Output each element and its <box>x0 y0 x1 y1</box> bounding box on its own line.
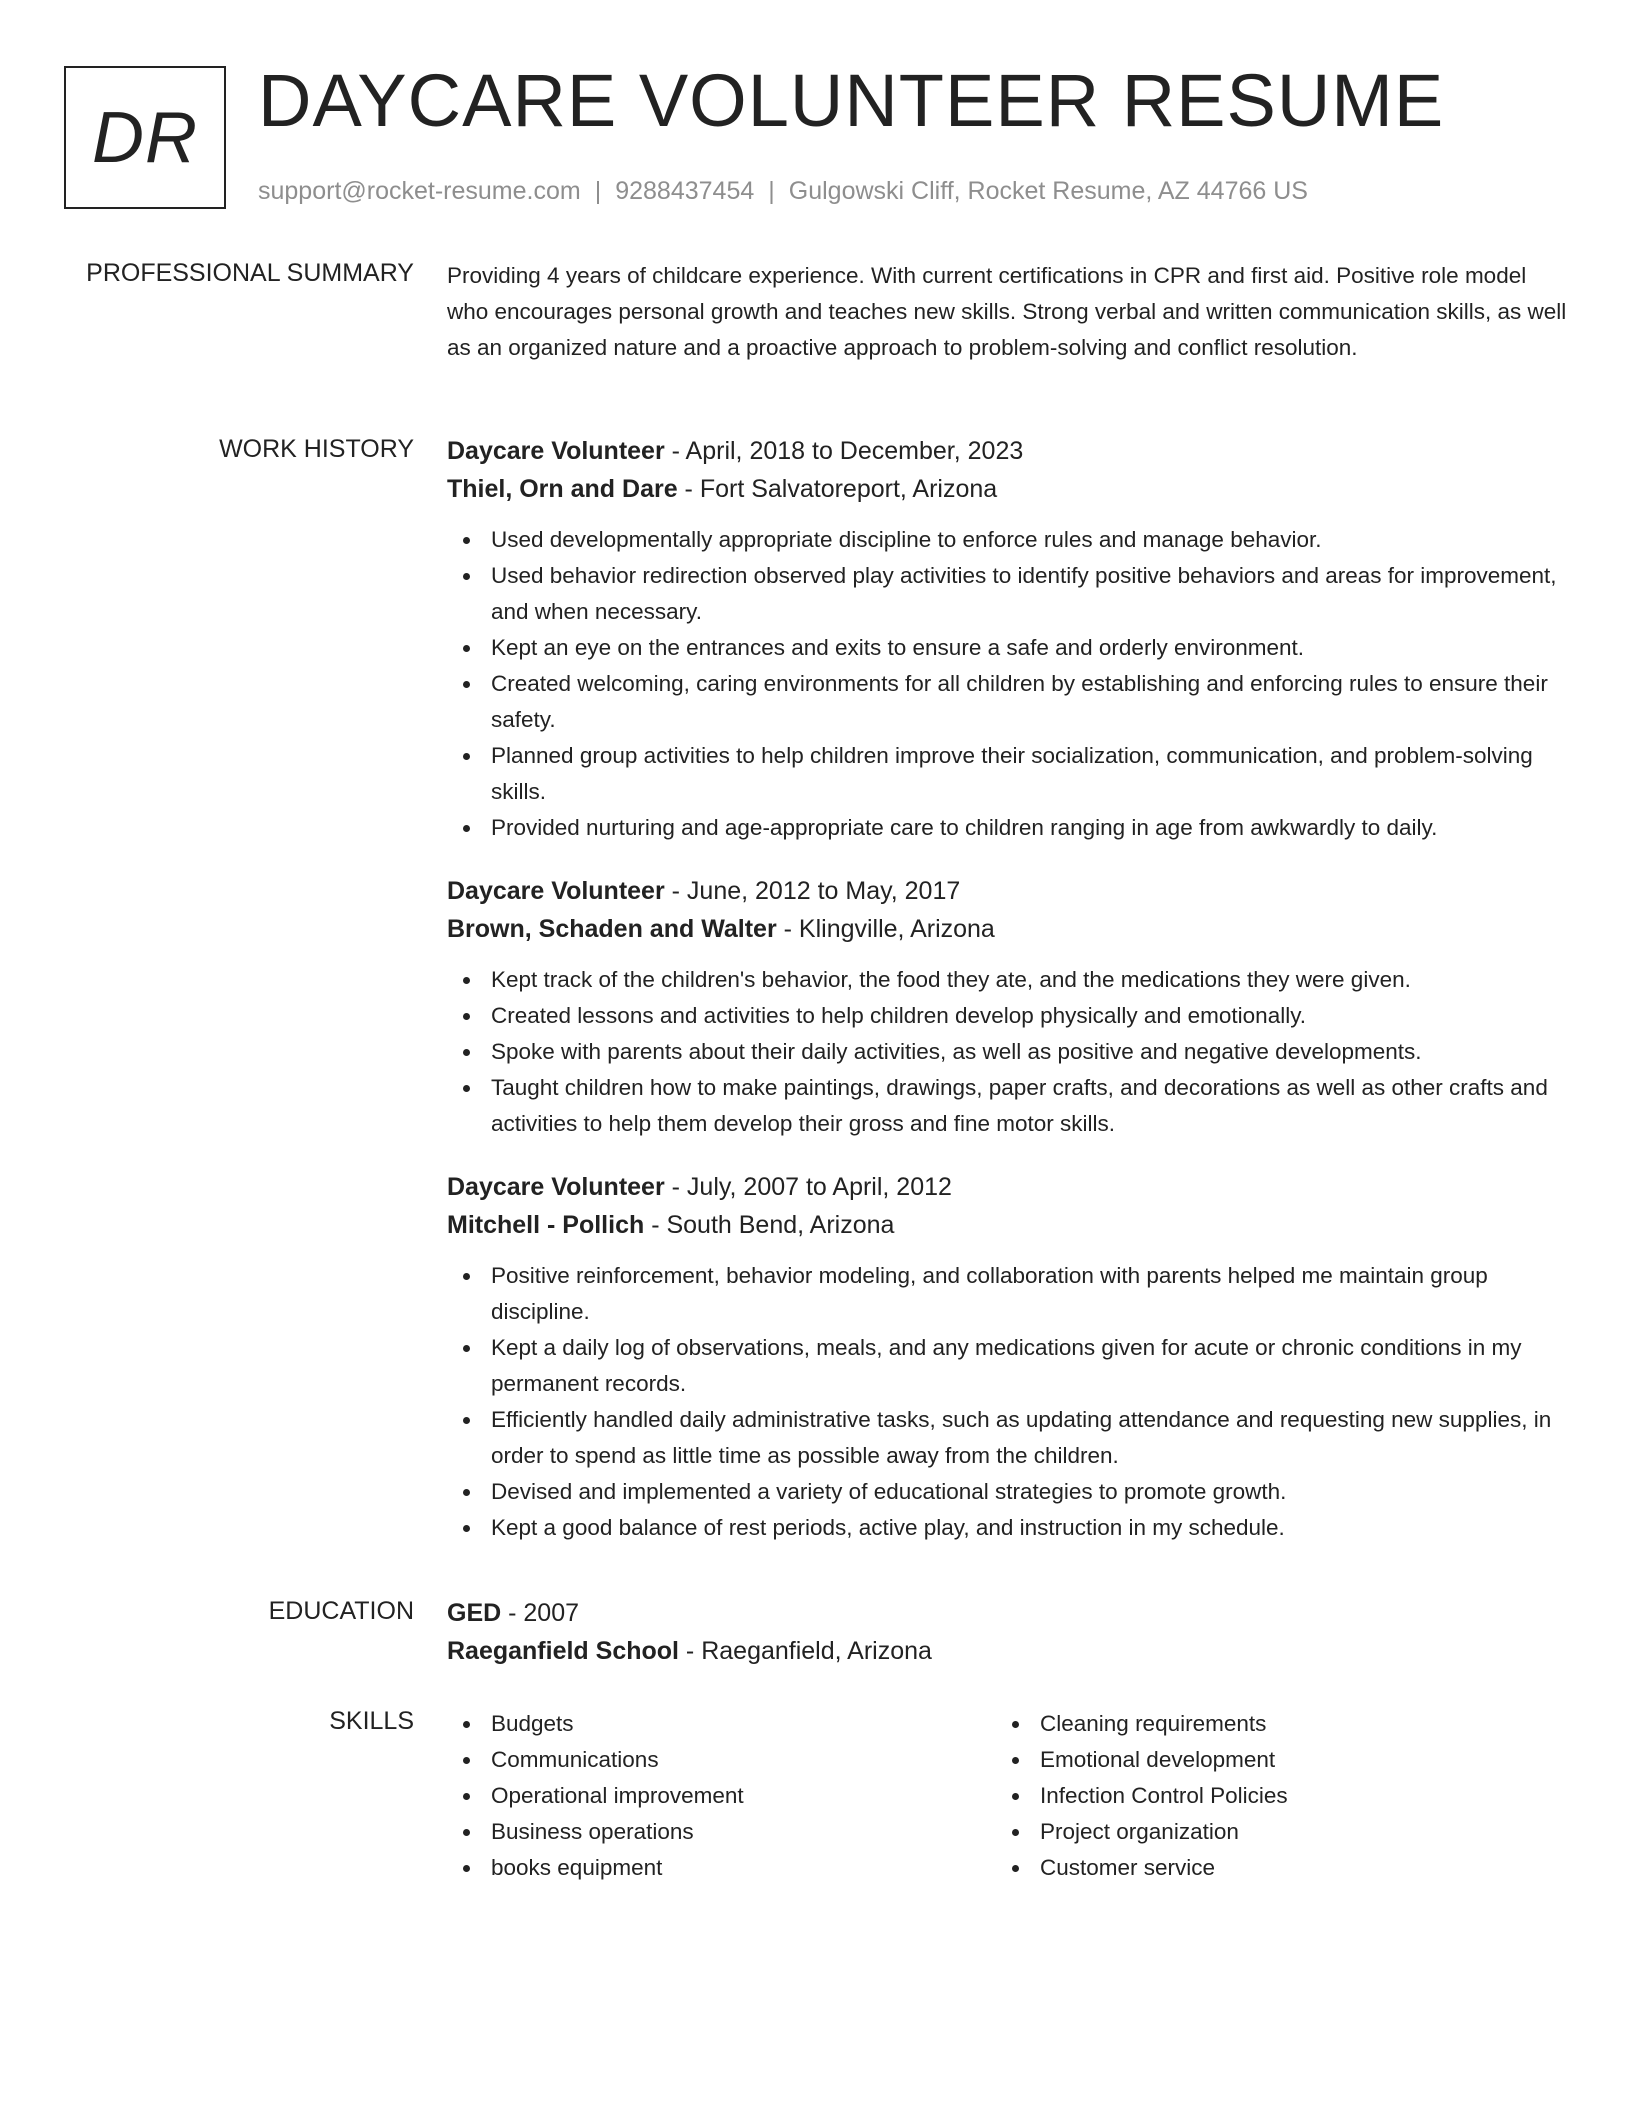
summary-body <box>447 258 1567 366</box>
section-label-education: EDUCATION <box>268 1597 414 1625</box>
job-title-line <box>447 432 1567 470</box>
skills-body <box>447 1706 1567 1886</box>
list-item: Devised and implemented a variety of educational strategies to promote growth. <box>447 1474 1567 1510</box>
job-entry <box>447 1168 1567 1546</box>
list-item: Created lessons and activities to help children develop physically and emotionally. <box>447 998 1567 1034</box>
job-entry <box>447 432 1567 846</box>
monogram-box <box>64 66 226 209</box>
degree-line <box>447 1594 1567 1632</box>
job-company-line <box>447 910 1567 948</box>
skill-item: books equipment <box>447 1850 996 1886</box>
skills-column-right <box>996 1706 1545 1886</box>
skills-list-right <box>996 1706 1545 1886</box>
job-company: Mitchell - Pollich <box>447 1211 645 1239</box>
job-dates: - July, 2007 to April, 2012 <box>664 1173 952 1201</box>
list-item: Created welcoming, caring environments for all children by establishing and enforcing rules to ensure their safety. <box>447 666 1567 738</box>
job-title: Daycare Volunteer <box>447 877 665 905</box>
job-company: Brown, Schaden and Walter <box>447 915 777 943</box>
skill-item: Infection Control Policies <box>996 1778 1545 1814</box>
education-body <box>447 1594 1567 1670</box>
job-title-line <box>447 872 1567 910</box>
skills-list-left <box>447 1706 996 1886</box>
job-dates: - June, 2012 to May, 2017 <box>664 877 961 905</box>
job-location: - South Bend, Arizona <box>644 1211 895 1239</box>
job-location: - Fort Salvatoreport, Arizona <box>677 475 998 503</box>
contact-address: Gulgowski Cliff, Rocket Resume, AZ 44766 US <box>788 177 1308 205</box>
list-item: Kept a good balance of rest periods, active play, and instruction in my schedule. <box>447 1510 1567 1546</box>
summary-text: Providing 4 years of childcare experience. With current certifications in CPR and first aid. Positive role model who encourages personal growth and teaches new skills. Strong verbal and written communication skills, as well as an organized nature and a proactive approach to problem-solving and conflict resolution. <box>447 263 1567 360</box>
job-location: - Klingville, Arizona <box>776 915 995 943</box>
section-label-summary: PROFESSIONAL SUMMARY <box>86 259 414 287</box>
job-title: Daycare Volunteer <box>447 1173 665 1201</box>
skill-item: Cleaning requirements <box>996 1706 1545 1742</box>
job-title: Daycare Volunteer <box>447 437 665 465</box>
list-item: Provided nurturing and age-appropriate care to children ranging in age from awkwardly to daily. <box>447 810 1567 846</box>
degree-year: - 2007 <box>501 1599 580 1627</box>
resume-title: DAYCARE VOLUNTEER RESUME <box>258 59 1445 142</box>
job-bullets <box>447 1258 1567 1546</box>
list-item: Used developmentally appropriate discipline to enforce rules and manage behavior. <box>447 522 1567 558</box>
school-name: Raeganfield School <box>447 1637 679 1665</box>
list-item: Kept track of the children's behavior, the food they ate, and the medications they were given. <box>447 962 1567 998</box>
contact-phone[interactable]: 9288437454 <box>615 177 755 205</box>
list-item: Kept an eye on the entrances and exits to ensure a safe and orderly environment. <box>447 630 1567 666</box>
skills-column-left <box>447 1706 996 1886</box>
skill-item: Communications <box>447 1742 996 1778</box>
job-entry <box>447 872 1567 1142</box>
list-item: Efficiently handled daily administrative tasks, such as updating attendance and requesting new supplies, in order to spend as little time as possible away from the children. <box>447 1402 1567 1474</box>
job-company: Thiel, Orn and Dare <box>447 475 678 503</box>
skill-item: Emotional development <box>996 1742 1545 1778</box>
job-company-line <box>447 470 1567 508</box>
contact-separator: | <box>594 177 602 205</box>
skill-item: Business operations <box>447 1814 996 1850</box>
contact-email[interactable]: support@rocket-resume.com <box>258 177 581 205</box>
list-item: Planned group activities to help children improve their socialization, communication, and problem-solving skills. <box>447 738 1567 810</box>
list-item: Spoke with parents about their daily activities, as well as positive and negative developments. <box>447 1034 1567 1070</box>
degree: GED <box>447 1599 502 1627</box>
list-item: Taught children how to make paintings, drawings, paper crafts, and decorations as well as other crafts and activities to help them develop their gross and fine motor skills. <box>447 1070 1567 1142</box>
contact-separator: | <box>768 177 775 205</box>
job-bullets <box>447 522 1567 846</box>
skill-item: Project organization <box>996 1814 1545 1850</box>
skill-item: Customer service <box>996 1850 1545 1886</box>
job-bullets <box>447 962 1567 1142</box>
section-label-skills: SKILLS <box>329 1707 414 1735</box>
list-item: Positive reinforcement, behavior modeling, and collaboration with parents helped me maintain group discipline. <box>447 1258 1567 1330</box>
skills-columns <box>447 1706 1567 1886</box>
list-item: Used behavior redirection observed play activities to identify positive behaviors and areas for improvement, and when necessary. <box>447 558 1567 630</box>
skill-item: Operational improvement <box>447 1778 996 1814</box>
school-location: - Raeganfield, Arizona <box>678 1637 932 1665</box>
job-company-line <box>447 1206 1567 1244</box>
work-history-body <box>447 432 1567 1562</box>
skill-item: Budgets <box>447 1706 996 1742</box>
contact-line <box>258 174 1308 208</box>
list-item: Kept a daily log of observations, meals, and any medications given for acute or chronic conditions in my permanent records. <box>447 1330 1567 1402</box>
monogram-initials: DR <box>92 97 198 178</box>
job-dates: - April, 2018 to December, 2023 <box>664 437 1024 465</box>
section-label-work-history: WORK HISTORY <box>219 435 414 463</box>
job-title-line <box>447 1168 1567 1206</box>
school-line <box>447 1632 1567 1670</box>
